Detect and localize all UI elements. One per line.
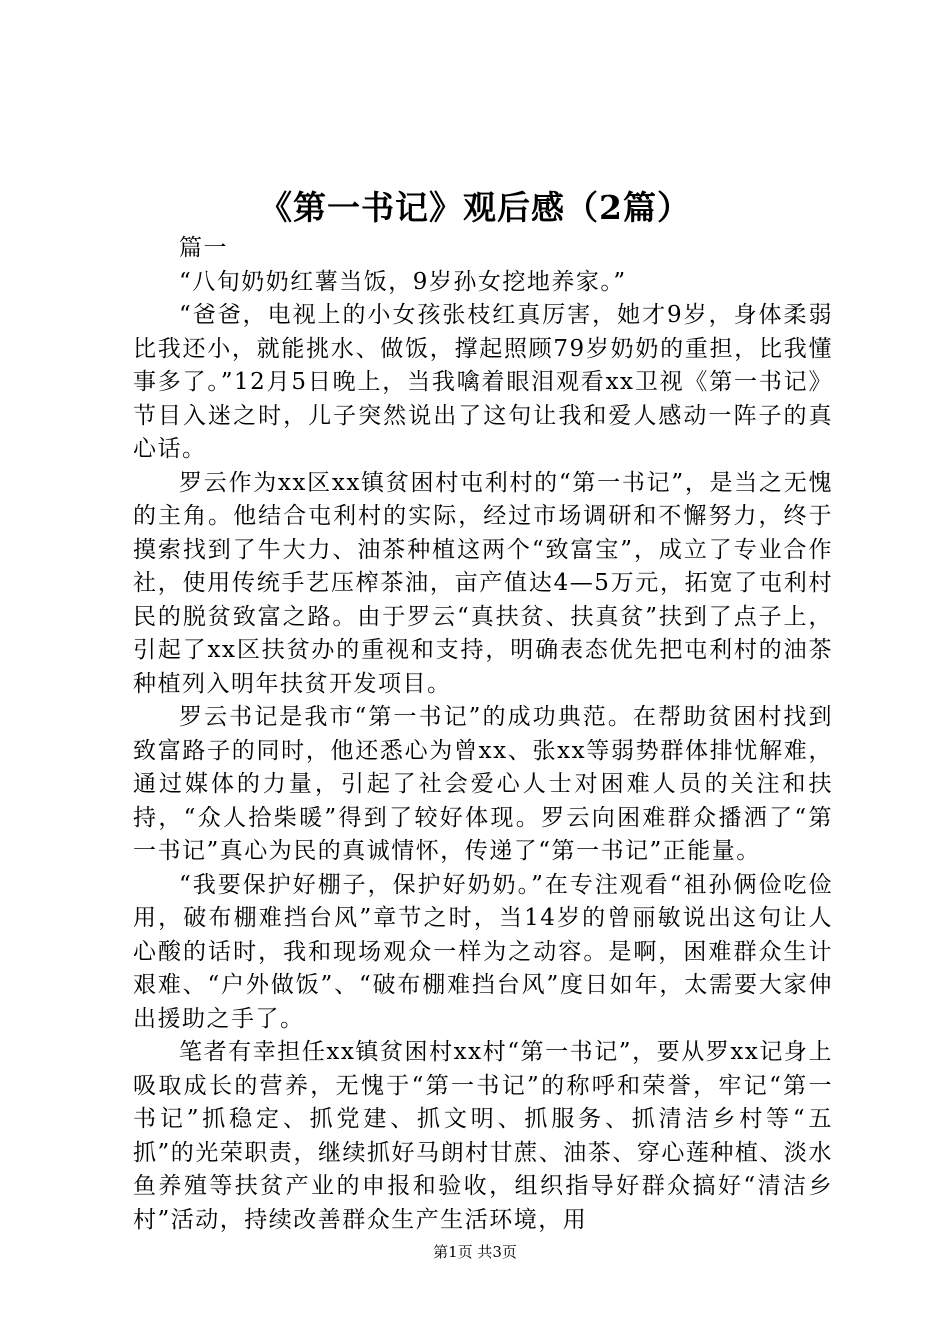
paragraph-quote: “八旬奶奶红薯当饭，9岁孙女挖地养家。”	[179, 268, 627, 295]
paragraph: 笔者有幸担任xx镇贫困村xx村“第一书记”，要从罗xx记身上吸取成长的营养，无愧于“第一书记”的称呼和荣誉，牢记“第一书记”抓稳定、抓党建、抓文明、抓服务、抓清洁乡村等“五抓”的光荣职责，继续抓好马朗村甘蔗、油茶、穿心莲种植、淡水鱼养殖等扶贫产业的申报和验收，组织指导好群众搞好“清洁乡村”活动，持续改善群众生产生活环境，用	[133, 1039, 833, 1233]
paragraph: “爸爸，电视上的小女孩张枝红真厉害，她才9岁，身体柔弱比我还小，就能挑水、做饭，撑起照顾79岁奶奶的重担，比我懂事多了。”12月5日晚上，当我噙着眼泪观看xx卫视《第一书记》节目入迷之时，儿子突然说出了这句让我和爱人感动一阵子的真心话。	[133, 302, 833, 462]
document-body	[133, 232, 833, 1237]
paragraph: 罗云作为xx区xx镇贫困村屯利村的“第一书记”，是当之无愧的主角。他结合屯利村的实际，经过市场调研和不懈努力，终于摸索找到了牛大力、油茶种植这两个“致富宝”，成立了专业合作社，使用传统手艺压榨茶油，亩产值达4—5万元，拓宽了屯利村民的脱贫致富之路。由于罗云“真扶贫、扶真贫”扶到了点子上，引起了xx区扶贫办的重视和支持，明确表态优先把屯利村的油茶种植列入明年扶贫开发项目。	[133, 469, 833, 697]
page-number-footer: 第1页 共3页	[433, 1243, 517, 1261]
paragraph: “我要保护好棚子，保护好奶奶。”在专注观看“祖孙俩俭吃俭用，破布棚难挡台风”章节之时，当14岁的曾丽敏说出这句让人心酸的话时，我和现场观众一样为之动容。是啊，困难群众生计艰难、“户外做饭”、“破布棚难挡台风”度日如年，太需要大家伸出援助之手了。	[133, 871, 833, 1032]
paragraph: 罗云书记是我市“第一书记”的成功典范。在帮助贫困村找到致富路子的同时，他还悉心为曾xx、张xx等弱势群体排忧解难，通过媒体的力量，引起了社会爱心人士对困难人员的关注和扶持，“众人拾柴暖”得到了较好体现。罗云向困难群众播洒了“第一书记”真心为民的真诚情怀，传递了“第一书记”正能量。	[133, 704, 833, 864]
document-title: 《第一书记》观后感（2篇）	[259, 188, 691, 227]
paragraph-section-heading: 篇一	[179, 235, 228, 261]
